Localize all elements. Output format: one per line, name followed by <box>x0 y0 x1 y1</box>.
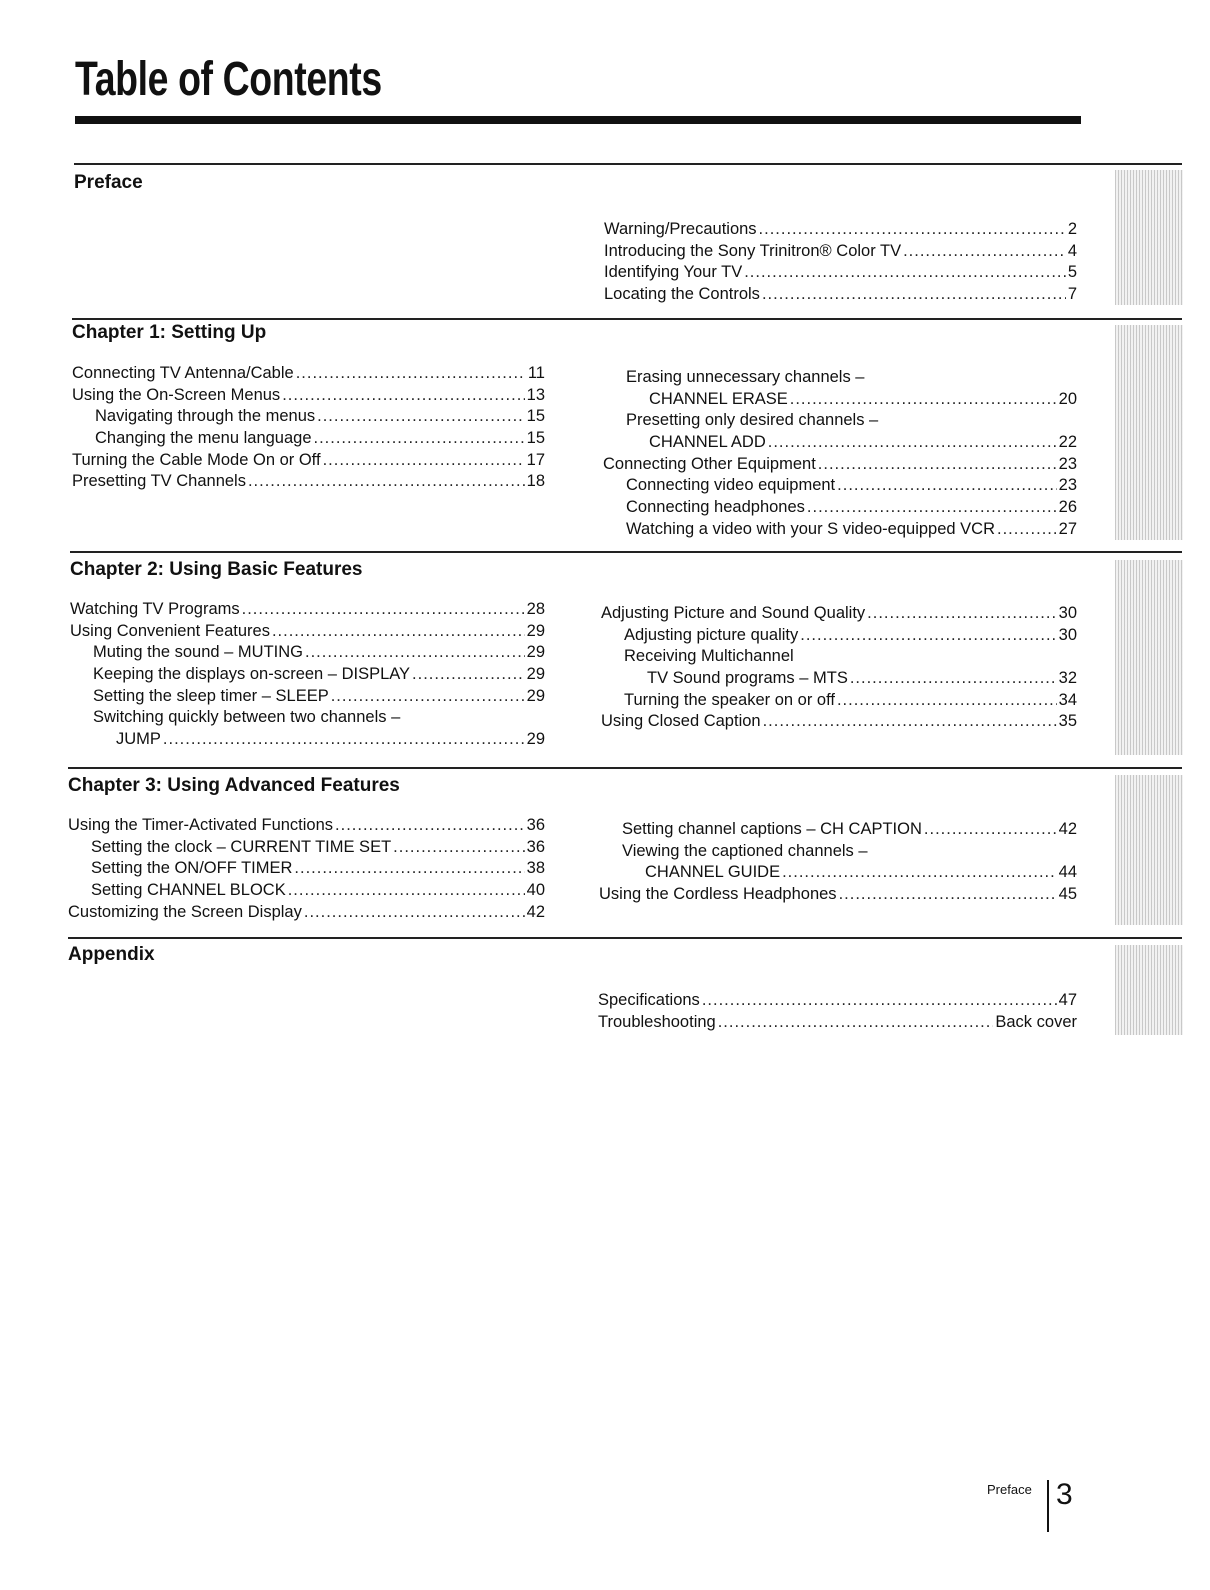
dot-leader <box>335 816 525 835</box>
toc-entry[interactable] <box>70 643 545 665</box>
entry-title: Changing the menu language <box>95 429 312 448</box>
dot-leader <box>790 390 1057 409</box>
dot-leader <box>248 472 525 491</box>
dot-leader <box>393 838 524 857</box>
entry-title: CHANNEL GUIDE <box>645 863 781 882</box>
entry-title: Watching TV Programs <box>70 600 240 618</box>
entry-title: Using Convenient Features <box>70 621 270 640</box>
entry-title: Connecting video equipment <box>626 476 836 495</box>
toc-entry[interactable] <box>604 242 1077 264</box>
entry-title: Using the Timer-Activated Functions <box>68 816 334 834</box>
dot-leader <box>782 863 1057 882</box>
toc-entry[interactable] <box>598 1013 1077 1035</box>
section-heading: Preface <box>74 172 143 193</box>
entry-page-number: 28 <box>526 600 545 618</box>
toc-entry[interactable] <box>72 472 545 494</box>
dot-leader <box>288 881 525 900</box>
entry-title: Troubleshooting <box>598 1012 716 1031</box>
entry-title: Adjusting Picture and Sound Quality <box>601 604 866 622</box>
entry-title: JUMP <box>116 730 161 749</box>
toc-entry[interactable] <box>599 863 1077 885</box>
toc-entry[interactable] <box>70 622 545 644</box>
toc-entry[interactable] <box>70 600 545 622</box>
dot-leader <box>282 386 524 405</box>
toc-entry[interactable] <box>601 604 1077 626</box>
toc-entry[interactable] <box>601 626 1077 648</box>
edge-tab-marker <box>1115 170 1183 305</box>
entry-title: Adjusting picture quality <box>624 625 799 644</box>
entry-page-number: Back cover <box>995 1012 1077 1031</box>
entry-page-number: 15 <box>526 407 545 426</box>
entry-title: Turning the speaker on or off <box>624 690 835 709</box>
dot-leader <box>702 991 1057 1010</box>
entry-title: Switching quickly between two channels – <box>93 708 401 727</box>
dot-leader <box>242 600 525 619</box>
entry-page-number: 11 <box>527 364 545 382</box>
dot-leader <box>317 407 525 426</box>
dot-leader <box>763 712 1057 731</box>
entry-page-number: 38 <box>526 859 545 878</box>
entry-title: Erasing unnecessary channels – <box>626 368 865 386</box>
toc-entry[interactable] <box>68 903 545 925</box>
entry-page-number: 13 <box>526 385 545 404</box>
section-divider <box>68 767 1182 769</box>
dot-leader <box>818 455 1057 474</box>
section-divider <box>74 163 1182 165</box>
entry-page-number: 29 <box>526 665 545 684</box>
edge-tab-marker <box>1115 560 1183 755</box>
toc-entry[interactable] <box>70 730 545 752</box>
entry-page-number: 17 <box>526 450 545 469</box>
entry-title: Setting the ON/OFF TIMER <box>91 859 293 878</box>
entry-page-number: 23 <box>1058 454 1077 473</box>
entry-page-number: 15 <box>526 429 545 448</box>
entry-page-number: 32 <box>1058 669 1077 688</box>
entry-page-number: 40 <box>526 881 545 900</box>
entry-title: Using the Cordless Headphones <box>599 885 837 904</box>
toc-entry[interactable] <box>599 820 1077 842</box>
dot-leader <box>304 903 525 922</box>
entry-page-number: 26 <box>1058 498 1077 517</box>
toc-entry[interactable] <box>601 712 1077 734</box>
toc-entry[interactable] <box>72 451 545 473</box>
page-title: Table of Contents <box>75 53 382 106</box>
toc-entry[interactable] <box>603 390 1077 412</box>
entry-title: CHANNEL ERASE <box>649 389 788 408</box>
entry-page-number: 20 <box>1058 389 1077 408</box>
dot-leader <box>867 604 1056 623</box>
entry-title: Connecting headphones <box>626 498 805 517</box>
entry-page-number: 22 <box>1058 433 1077 452</box>
right-column <box>598 991 1077 1034</box>
dot-leader <box>163 730 525 749</box>
entry-title: Viewing the captioned channels – <box>622 841 868 860</box>
page-number: 3 <box>1056 1478 1073 1511</box>
toc-entry[interactable] <box>68 838 545 860</box>
toc-entry[interactable] <box>72 407 545 429</box>
footer-divider <box>1047 1480 1049 1532</box>
entry-title: Using Closed Caption <box>601 712 761 731</box>
toc-entry[interactable] <box>603 368 1077 390</box>
toc-entry[interactable] <box>599 842 1077 864</box>
entry-page-number: 29 <box>526 730 545 749</box>
entry-title: Keeping the displays on-screen – DISPLAY <box>93 665 411 684</box>
entry-title: Connecting Other Equipment <box>603 454 816 473</box>
entry-page-number: 45 <box>1058 885 1077 904</box>
entry-page-number: 29 <box>526 643 545 662</box>
entry-title: Setting the clock – CURRENT TIME SET <box>91 837 392 856</box>
dot-leader <box>744 263 1066 282</box>
entry-page-number: 47 <box>1058 991 1077 1009</box>
entry-page-number: 42 <box>526 902 545 921</box>
entry-title: Connecting TV Antenna/Cable <box>72 364 294 382</box>
entry-title: Navigating through the menus <box>95 407 316 426</box>
toc-entry[interactable] <box>68 816 545 838</box>
dot-leader <box>718 1013 994 1032</box>
entry-title: Watching a video with your S video-equipped VCR <box>626 519 996 538</box>
toc-entry[interactable] <box>603 498 1077 520</box>
toc-entry[interactable] <box>603 476 1077 498</box>
dot-leader <box>850 669 1057 688</box>
toc-entry[interactable] <box>72 386 545 408</box>
entry-page-number: 35 <box>1058 712 1077 731</box>
entry-page-number: 44 <box>1058 863 1077 882</box>
entry-page-number: 5 <box>1067 263 1077 282</box>
section-divider <box>70 551 1182 553</box>
toc-entry[interactable] <box>603 411 1077 433</box>
dot-leader <box>924 820 1057 839</box>
toc-entry[interactable] <box>603 520 1077 542</box>
dot-leader <box>903 242 1066 261</box>
toc-entry[interactable] <box>70 687 545 709</box>
right-column <box>604 220 1077 307</box>
toc-entry[interactable] <box>601 669 1077 691</box>
dot-leader <box>839 885 1057 904</box>
left-column <box>72 364 545 494</box>
right-column <box>599 820 1077 907</box>
entry-page-number: 36 <box>526 837 545 856</box>
entry-title: Customizing the Screen Display <box>68 902 302 921</box>
entry-title: Setting CHANNEL BLOCK <box>91 881 286 900</box>
toc-entry[interactable] <box>601 647 1077 669</box>
right-column <box>601 604 1077 734</box>
dot-leader <box>807 498 1057 517</box>
entry-page-number: 42 <box>1058 820 1077 838</box>
entry-page-number: 29 <box>526 621 545 640</box>
section-heading: Chapter 3: Using Advanced Features <box>68 775 400 796</box>
entry-title: Identifying Your TV <box>604 263 743 282</box>
footer-section-label: Preface <box>987 1482 1032 1497</box>
entry-page-number: 29 <box>526 686 545 705</box>
left-column <box>68 816 545 924</box>
entry-title: TV Sound programs – MTS <box>647 669 848 688</box>
entry-page-number: 30 <box>1058 604 1077 622</box>
dot-leader <box>323 451 525 470</box>
toc-entry[interactable] <box>70 708 545 730</box>
entry-page-number: 23 <box>1058 476 1077 495</box>
toc-entry[interactable] <box>70 665 545 687</box>
section-divider <box>68 937 1182 939</box>
toc-entry[interactable] <box>603 433 1077 455</box>
left-column <box>70 600 545 752</box>
section-heading: Chapter 1: Setting Up <box>72 322 267 343</box>
dot-leader <box>762 285 1066 304</box>
dot-leader <box>412 665 525 684</box>
dot-leader <box>294 859 524 878</box>
entry-page-number: 7 <box>1067 285 1077 304</box>
entry-title: Locating the Controls <box>604 285 760 304</box>
entry-page-number: 27 <box>1058 519 1077 538</box>
toc-entry[interactable] <box>599 885 1077 907</box>
entry-page-number: 36 <box>526 816 545 834</box>
dot-leader <box>305 643 525 662</box>
entry-page-number: 4 <box>1067 241 1077 260</box>
entry-title: Turning the Cable Mode On or Off <box>72 450 321 469</box>
dot-leader <box>768 433 1057 452</box>
dot-leader <box>800 626 1056 645</box>
toc-entry[interactable] <box>603 455 1077 477</box>
dot-leader <box>837 691 1057 710</box>
toc-entry[interactable] <box>72 364 545 386</box>
entry-title: Specifications <box>598 991 700 1009</box>
entry-title: Muting the sound – MUTING <box>93 643 304 662</box>
dot-leader <box>997 520 1057 539</box>
entry-title: Introducing the Sony Trinitron® Color TV <box>604 241 902 260</box>
toc-entry[interactable] <box>598 991 1077 1013</box>
dot-leader <box>314 429 525 448</box>
entry-title: Warning/Precautions <box>604 220 757 238</box>
toc-entry[interactable] <box>604 220 1077 242</box>
right-column <box>603 368 1077 542</box>
toc-entry[interactable] <box>72 429 545 451</box>
title-bar-divider <box>75 116 1081 124</box>
toc-entry[interactable] <box>604 285 1077 307</box>
entry-title: CHANNEL ADD <box>649 433 766 452</box>
toc-entry[interactable] <box>604 263 1077 285</box>
edge-tab-marker <box>1115 325 1183 540</box>
dot-leader <box>837 476 1056 495</box>
entry-page-number: 34 <box>1058 690 1077 709</box>
edge-tab-marker <box>1115 775 1183 925</box>
toc-entry[interactable] <box>68 859 545 881</box>
entry-title: Setting channel captions – CH CAPTION <box>622 820 922 838</box>
dot-leader <box>759 220 1066 239</box>
section-divider <box>72 318 1182 320</box>
entry-title: Using the On-Screen Menus <box>72 385 281 404</box>
section-heading: Chapter 2: Using Basic Features <box>70 559 363 580</box>
entry-page-number: 18 <box>526 472 545 491</box>
dot-leader <box>331 687 525 706</box>
toc-entry[interactable] <box>601 691 1077 713</box>
dot-leader <box>296 364 526 383</box>
entry-title: Receiving Multichannel <box>624 647 794 666</box>
section-heading: Appendix <box>68 944 155 965</box>
toc-entry[interactable] <box>68 881 545 903</box>
entry-title: Presetting only desired channels – <box>626 411 879 430</box>
entry-page-number: 2 <box>1067 220 1077 238</box>
entry-title: Setting the sleep timer – SLEEP <box>93 686 329 705</box>
entry-title: Presetting TV Channels <box>72 472 246 491</box>
dot-leader <box>272 622 525 641</box>
edge-tab-marker <box>1115 945 1183 1035</box>
entry-page-number: 30 <box>1058 625 1077 644</box>
